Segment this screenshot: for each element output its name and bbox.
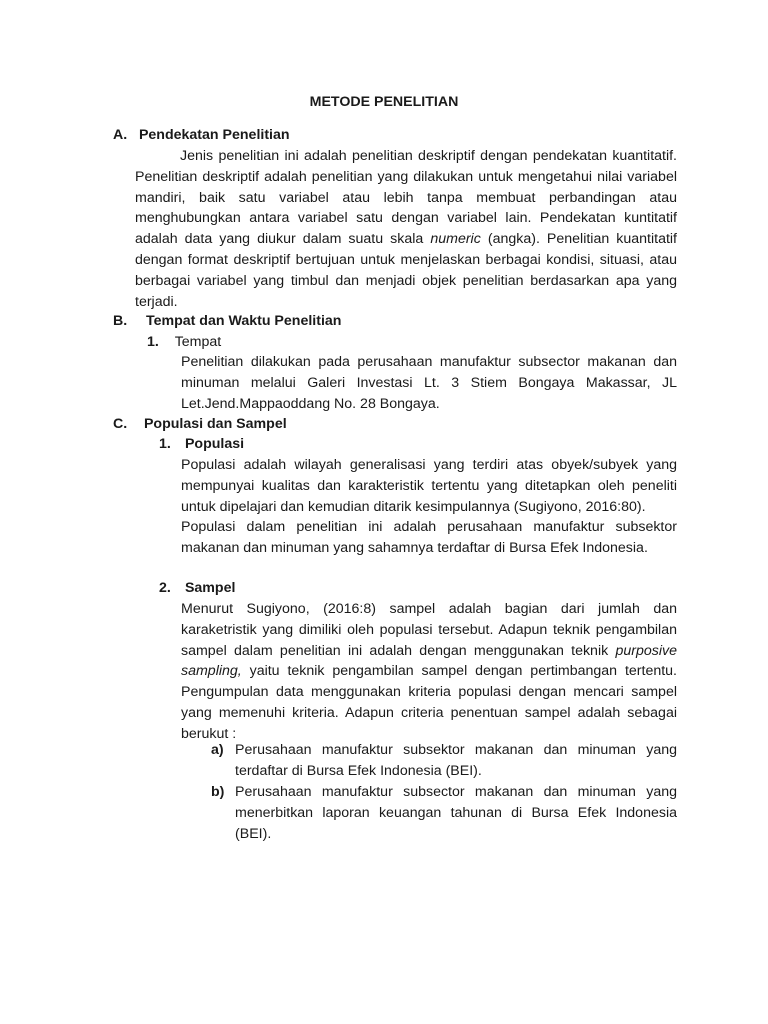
criteria-a-text: Perusahaan manufaktur subsektor makanan dan minuman yang terdaftar di Bursa Efek Indonesia (BEI). bbox=[235, 742, 677, 779]
section-a-text-1: Jenis penelitian ini adalah penelitian deskriptif dengan pendekatan kuantitatif. Penelitian deskriptif adalah penelitian yang dilakukan untuk mengetahui nilai variabel mandiri, baik satu variabel atau lebih tanpa membuat perbandingan atau menghubungkan antara variabel satu dengan variabel lain. Pendekatan kuntitatif adalah data yang diukur dalam suatu skala bbox=[135, 148, 677, 248]
section-b-heading bbox=[113, 311, 341, 332]
section-a-paragraph bbox=[135, 146, 677, 312]
section-a-italic: numeric bbox=[430, 231, 481, 248]
criteria-a-marker: a) bbox=[211, 742, 224, 758]
section-c-item2-italic: purposive sampling, bbox=[181, 642, 677, 680]
section-b-marker: B. bbox=[113, 313, 128, 329]
section-c-item1-body bbox=[181, 455, 677, 559]
section-c-item2-number: 2. bbox=[159, 580, 171, 596]
section-c-item1-heading bbox=[159, 434, 244, 455]
section-a-heading bbox=[113, 125, 290, 146]
section-c-item2-text-1: Menurut Sugiyono, (2016:8) sampel adalah bagian dari jumlah dan karaketristik yang dimiliki oleh populasi tersebut. Adapun teknik pengambilan sampel dalam penelitian ini adalah dengan menggunakan teknik bbox=[181, 601, 677, 659]
section-c-item1-label: Populasi bbox=[184, 436, 245, 452]
section-c-item2-heading bbox=[159, 578, 235, 599]
section-c-item2-label: Sampel bbox=[184, 580, 236, 596]
section-c-item1-number: 1. bbox=[159, 436, 171, 452]
section-b-item1-heading bbox=[147, 332, 221, 353]
section-c-heading bbox=[113, 414, 287, 435]
section-b-item1-body bbox=[181, 352, 677, 414]
section-c-item1-paragraph-1: Populasi adalah wilayah generalisasi yang terdiri atas obyek/subyek yang mempunyai kualitas dan karakteristik tertentu yang ditetapkan oleh peneliti untuk dipelajari dan kemudian ditarik kesimpulannya (Sugiyono, 2016:80). bbox=[181, 457, 677, 515]
section-c-title: Populasi dan Sampel bbox=[143, 416, 287, 432]
section-c-item1-paragraph-2: Populasi dalam penelitian ini adalah perusahaan manufaktur subsektor makanan dan minuman yang sahamnya terdaftar di Bursa Efek Indonesia. bbox=[181, 519, 677, 557]
section-c-item2-body bbox=[181, 599, 677, 745]
section-c-marker: C. bbox=[113, 416, 128, 432]
section-a-title: Pendekatan Penelitian bbox=[138, 127, 290, 143]
document-title: METODE PENELITIAN bbox=[309, 94, 459, 110]
section-c-item2-text-2: yaitu teknik pengambilan sampel dengan pertimbangan tertentu. Pengumpulan data menggunakan kriteria populasi dengan mencari sampel yang memenuhi kriteria. Adapun criteria penentuan sampel adalah sebagai berukut : bbox=[181, 663, 677, 742]
section-b-item1-text: Penelitian dilakukan pada perusahaan manufaktur subsector makanan dan minuman melalui Galeri Investasi Lt. 3 Stiem Bongaya Makassar, JL Let.Jend.Mappaoddang No. 28 Bongaya. bbox=[181, 354, 677, 412]
criteria-b-text: Perusahaan manufaktur subsector makanan dan minuman yang menerbitkan laporan keuangan tahunan di Bursa Efek Indonesia (BEI). bbox=[235, 784, 677, 842]
section-b-item1-label: Tempat bbox=[174, 334, 222, 350]
section-c-item2-paragraph bbox=[181, 599, 677, 745]
section-b-title: Tempat dan Waktu Penelitian bbox=[145, 313, 342, 329]
section-b-item1-number: 1. bbox=[147, 334, 159, 350]
section-a-marker: A. bbox=[113, 127, 128, 143]
section-a-text-2: (angka). Penelitian kuantitatif dengan format deskriptif bertujuan untuk menjelaskan berbagai kondisi, situasi, atau berbagai variabel yang timbul dan menjadi objek penelitian berdasarkan apa yang terjadi. bbox=[135, 231, 677, 310]
section-a-body bbox=[135, 146, 677, 312]
criteria-b-marker: b) bbox=[211, 784, 225, 800]
